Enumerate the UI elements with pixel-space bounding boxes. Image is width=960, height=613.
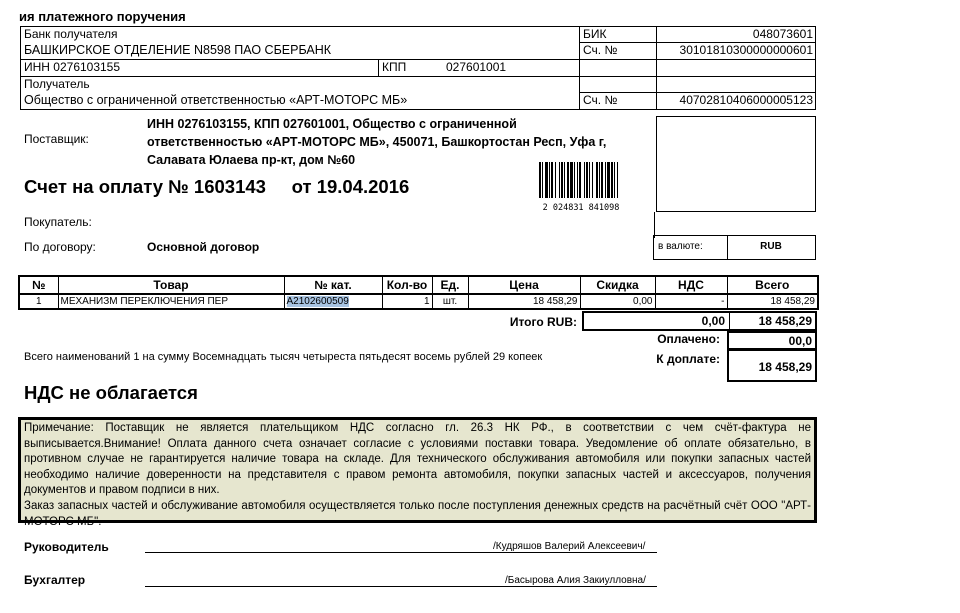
kpp-value: 027601001 <box>446 60 507 74</box>
inn-text: ИНН 0276103155 <box>24 60 121 74</box>
bik-value: 048073601 <box>752 27 813 41</box>
col-qty: Кол-во <box>382 276 432 294</box>
recipient-label: Получатель <box>24 77 90 91</box>
paid-value: 00,0 <box>788 334 812 348</box>
stamp-box <box>656 116 816 212</box>
row-discount: 0,00 <box>580 294 655 309</box>
account-value: 40702810406000005123 <box>679 93 813 107</box>
head-label: Руководитель <box>24 540 109 554</box>
row-catalog-value[interactable]: A2102600509 <box>286 296 349 307</box>
table-row <box>19 294 818 309</box>
col-discount: Скидка <box>580 276 655 294</box>
supplier-line-3: Салавата Юлаева пр-кт, дом №60 <box>147 153 356 167</box>
row-total: 18 458,29 <box>727 294 818 309</box>
col-price: Цена <box>468 276 580 294</box>
row-unit: шт. <box>432 294 468 309</box>
itogo-box <box>582 311 817 331</box>
accountant-name: /Басырова Алия Закиулловна/ <box>505 575 646 586</box>
row-price: 18 458,29 <box>468 294 580 309</box>
barcode-image <box>537 160 625 213</box>
invoice-title: Счет на оплату № 1603143 от 19.04.2016 <box>24 176 410 197</box>
accountant-signature-line <box>145 586 657 587</box>
kpp-label: КПП <box>382 60 407 74</box>
col-product: Товар <box>58 276 284 294</box>
supplier-line-2: ответственностью «АРТ-МОТОРС МБ», 450071, Башкортостан Респ, Уфа г, <box>147 135 607 149</box>
note-paragraph-2: Заказ запасных частей и обслуживание автомобиля осуществляется только после поступления денежных средств на расчётный счёт ООО "АРТ-МОТОРС МБ". <box>24 499 811 528</box>
row-product: МЕХАНИЗМ ПЕРЕКЛЮЧЕНИЯ ПЕР <box>58 294 284 309</box>
col-catalog: № кат. <box>284 276 382 294</box>
due-value: 18 458,29 <box>758 360 812 374</box>
corr-account-value: 30101810300000000601 <box>679 43 813 57</box>
head-name: /Кудряшов Валерий Алексеевич/ <box>493 541 646 552</box>
supplier-line-1: ИНН 0276103155, КПП 027601001, Общество с ограниченной <box>147 117 517 131</box>
itogo-total: 18 458,29 <box>758 314 812 328</box>
barcode-bars <box>537 160 625 198</box>
due-label: К доплате: <box>656 352 720 366</box>
amount-in-words: Всего наименований 1 на сумму Восемнадцать тысяч четыреста пятьдесят восемь рублей 29 копеек <box>24 351 543 363</box>
accountant-label: Бухгалтер <box>24 573 86 587</box>
bik-label: БИК <box>583 27 607 41</box>
col-unit: Ед. <box>432 276 468 294</box>
contract-value: Основной договор <box>147 240 260 254</box>
vat-exempt-heading: НДС не облагается <box>24 382 198 403</box>
document-header-fragment: ия платежного поручения <box>19 9 186 24</box>
contract-label: По договору: <box>24 240 96 254</box>
items-table <box>18 275 819 310</box>
col-number: № <box>19 276 58 294</box>
barcode-number: 2 024831 841098 <box>542 203 620 213</box>
recipient-bank-label: Банк получателя <box>24 27 118 41</box>
buyer-label: Покупатель: <box>24 215 92 229</box>
note-paragraph-1: Примечание: Поставщик не является плательщиком НДС согласно гл. 26.3 НК РФ., в соответствии с чем счёт-фактура не выписывается.Внимание! Оплата данного счета означает согласие с условиями поставки товара. Уведомление об оплате обязательно, в противном случае не гарантируется наличие товара на складе. Для технического обслуживания автомобиля или покупки запасных частей необходимо наличие доверенности на представителя с правом ремонта автомобиля, покупки запасных частей и аксессуаров, получения документов и правом подписи в них. <box>24 422 811 497</box>
itogo-label: Итого RUB: <box>509 315 577 329</box>
itogo-vat: 0,00 <box>701 314 725 328</box>
due-box <box>727 349 817 382</box>
paid-box <box>727 331 817 350</box>
items-header-row <box>19 276 818 294</box>
row-catalog <box>284 294 382 309</box>
bank-name: БАШКИРСКОЕ ОТДЕЛЕНИЕ N8598 ПАО СБЕРБАНК <box>24 43 332 57</box>
paid-label: Оплачено: <box>657 332 720 346</box>
corr-account-label: Сч. № <box>583 43 618 57</box>
row-number: 1 <box>19 294 58 309</box>
row-vat: - <box>655 294 727 309</box>
account-label: Сч. № <box>583 93 618 107</box>
col-total: Всего <box>727 276 818 294</box>
currency-box <box>653 235 816 260</box>
note-box <box>18 417 817 528</box>
recipient-name: Общество с ограниченной ответственностью «АРТ-МОТОРС МБ» <box>24 93 408 107</box>
row-qty: 1 <box>382 294 432 309</box>
supplier-label: Поставщик: <box>24 132 89 146</box>
col-vat: НДС <box>655 276 727 294</box>
head-signature-line <box>145 552 657 553</box>
currency-label: в валюте: <box>658 241 703 252</box>
currency-value: RUB <box>760 241 782 252</box>
